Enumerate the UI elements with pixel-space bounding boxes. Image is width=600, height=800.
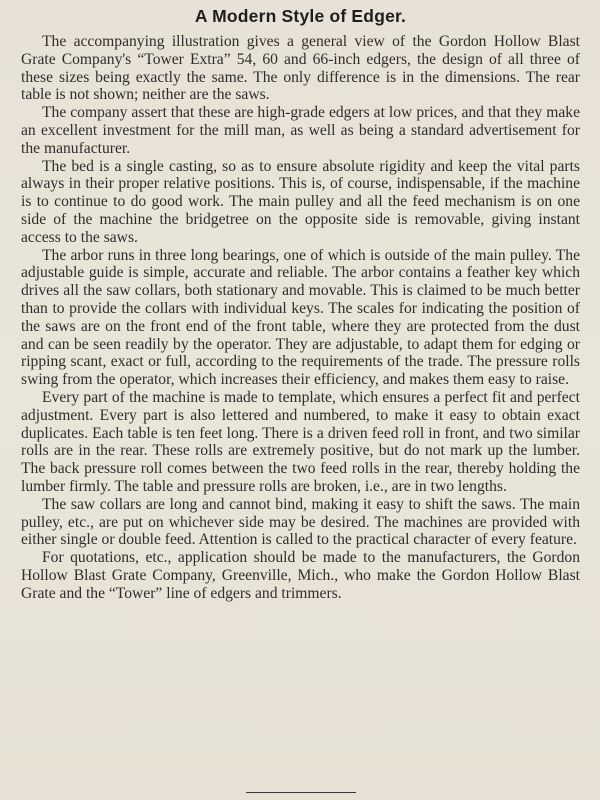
paragraph-3: The bed is a single casting, so as to ensure absolute rigidity and keep the vital parts always in their proper relative positions. This is, of course, indispensable, if the machine is to continue to do good work. The main pulley and all the feed mechanism is on one side of the machine the bridgetree on the opposite side is removable, giving instant access to the saws. xyxy=(21,157,580,246)
paragraph-1: The accompanying illustration gives a general view of the Gordon Hollow Blast Grate Company's “Tower Extra” 54, 60 and 66-inch edgers, the design of all three of these sizes being exactly the same. The only difference is in the dimensions. The rear table is not shown; neither are the saws. xyxy=(21,33,580,104)
paragraph-7: For quotations, etc., application should be made to the manufacturers, the Gordon Hollow Blast Grate Company, Greenville, Mich., who make the Gordon Hollow Blast Grate and the “Tower” line of edgers and trimmers. xyxy=(21,549,580,602)
paragraph-4: The arbor runs in three long bearings, one of which is outside of the main pulley. The adjustable guide is simple, accurate and reliable. The arbor contains a feather key which drives all the saw collars, both stationary and movable. This is claimed to be much better than to provide the collars with individual keys. The scales for indicating the position of the saws are on the front end of the front table, where they are protected from the dust and can be seen readily by the operator. They are adjustable, to adapt them for edging or ripping scant, exact or full, according to the requirements of the trade. The pressure rolls swing from the operator, which increases their efficiency, and makes them easy to raise. xyxy=(21,246,580,389)
article-title: A Modern Style of Edger. xyxy=(194,6,407,26)
end-divider xyxy=(246,792,356,793)
article-body xyxy=(21,33,580,603)
paragraph-2: The company assert that these are high-grade edgers at low prices, and that they make an excellent investment for the mill man, as well as being a standard advertisement for the manufacturer. xyxy=(21,104,580,157)
paragraph-6: The saw collars are long and cannot bind, making it easy to shift the saws. The main pulley, etc., are put on whichever side may be desired. The machines are provided with either single or double feed. Attention is called to the practical character of every feature. xyxy=(21,495,580,549)
paragraph-5: Every part of the machine is made to template, which ensures a perfect fit and perfect adjustment. Every part is also lettered and numbered, to make it easy to obtain exact duplicates. Each table is ten feet long. There is a driven feed roll in front, and two similar rolls are in the rear. These rolls are extremely positive, but do not mark up the lumber. The back pressure roll comes between the two feed rolls in the rear, thereby holding the lumber firmly. The table and pressure rolls are broken, i.e., are in two lengths. xyxy=(21,388,580,495)
